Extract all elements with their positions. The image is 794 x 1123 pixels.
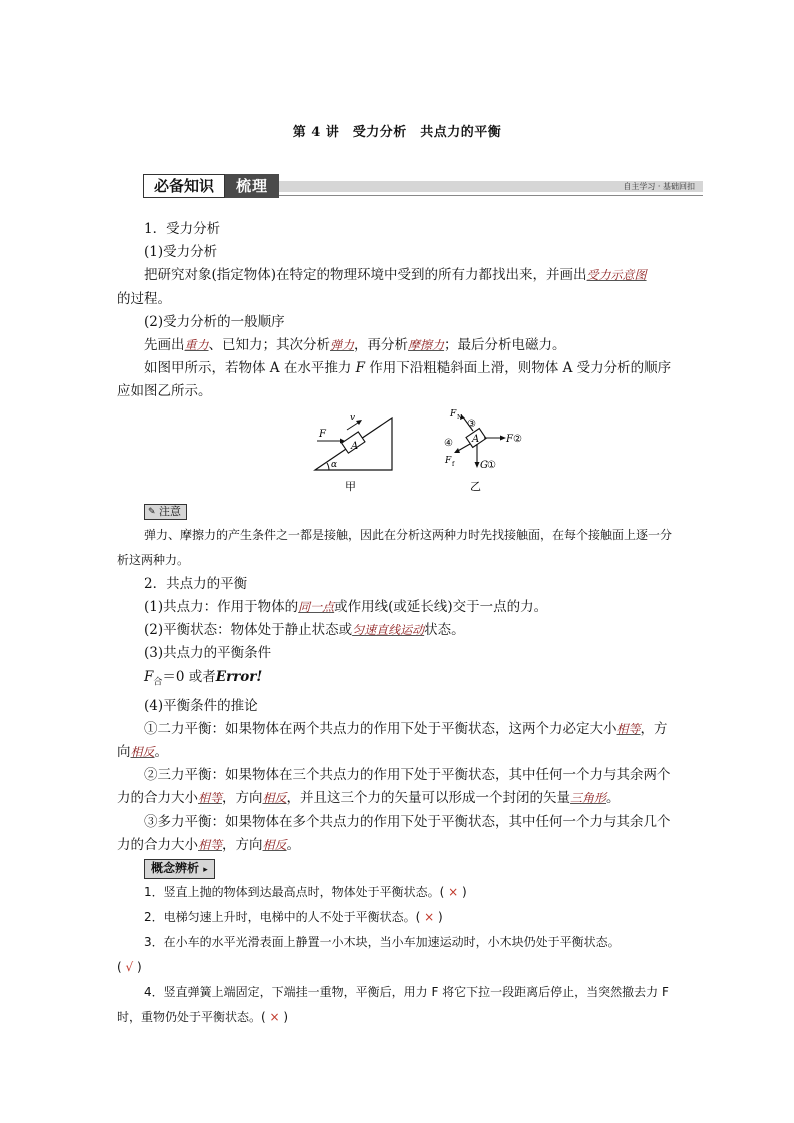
text: ，方向 <box>117 720 668 760</box>
text: 或作用线(或延长线)交于一点的力。 <box>334 599 548 616</box>
push-force-label: F <box>506 433 513 445</box>
answer-text: 相等 <box>616 721 641 736</box>
order-number: ② <box>513 433 522 445</box>
question-text: 2．电梯匀速上升时，电梯中的人不处于平衡状态。( <box>144 910 421 925</box>
text: 如图甲所示，若物体 A 在水平推力 <box>144 360 356 377</box>
subheading: (1)受力分析 <box>144 244 218 261</box>
text: 。 <box>154 743 169 760</box>
banner-tag: 自主学习 · 基础回扣 <box>623 182 695 191</box>
text: ；最后分析电磁力。 <box>444 337 566 354</box>
flag-icon: ▸ <box>203 864 208 875</box>
answer-text: 重力 <box>184 338 209 353</box>
text: ，方向 <box>222 790 263 807</box>
arrowhead <box>356 420 362 425</box>
judgment-item <box>117 980 679 1030</box>
judgment-item <box>117 880 679 905</box>
note-label-text: 注意 <box>159 504 181 518</box>
main-content <box>117 218 679 1030</box>
paragraph <box>117 264 679 310</box>
subscript: 合 <box>153 677 163 688</box>
velocity-label: v <box>350 412 356 423</box>
figure-caption-left: 甲 <box>345 479 356 493</box>
text: (1)共点力：作用于物体的 <box>144 599 299 616</box>
note-label <box>144 504 187 520</box>
friction-force-label: F <box>445 455 452 466</box>
friction-force-subscript: f <box>452 460 455 468</box>
cross-mark: × <box>424 910 435 925</box>
equilibrium-formula <box>117 666 679 695</box>
question-text: 4．竖直弹簧上端固定，下端挂一重物，平衡后，用力 F 将它下拉一段距离后停止，当突然撤去力 F 时，重物仍处于平衡状态。( <box>117 985 669 1025</box>
arrowhead <box>475 462 480 468</box>
text: ，并且这三个力的矢量可以形成一个封闭的矢量 <box>286 790 571 807</box>
subheading: (3)共点力的平衡条件 <box>144 645 272 662</box>
text: 。 <box>606 790 620 807</box>
block-label: A <box>472 433 480 445</box>
note-text: 弹力、摩擦力的产生条件之一都是接触，因此在分析这两种力时先找接触面，在每个接触面上逐一分析这两种力。 <box>117 527 673 567</box>
text: ，再分析 <box>354 337 409 354</box>
paren: ) <box>137 960 142 975</box>
text: (2)平衡状态：物体处于静止状态或 <box>144 622 353 639</box>
question-text: 1．竖直上抛的物体到达最高点时，物体处于平衡状态。( <box>144 885 445 900</box>
text: 、已知力；其次分析 <box>208 337 331 354</box>
symbol-F: F <box>355 360 365 377</box>
order-number: ① <box>487 459 496 471</box>
judgment-item-answer <box>117 955 679 980</box>
cross-mark: × <box>269 1010 280 1025</box>
text: ②三力平衡：如果物体在三个共点力的作用下处于平衡状态，其中任何一个力与其余两个力的合力大小 <box>117 767 671 807</box>
concept-block <box>117 857 679 880</box>
angle-arc <box>327 463 329 470</box>
judgment-item <box>117 905 679 930</box>
normal-force-subscript: N <box>457 413 463 421</box>
answer-text: 同一点 <box>298 600 335 615</box>
cross-mark: × <box>448 885 459 900</box>
note-block <box>117 500 679 523</box>
text: 作用下沿粗糙斜面上滑，则物体 A 受力分析的顺序应如图乙所示。 <box>117 360 672 400</box>
paragraph <box>117 334 679 357</box>
gravity-label: G <box>480 459 488 471</box>
text: ＝0 或者 <box>162 668 216 685</box>
paren: ) <box>462 885 467 900</box>
concept-label <box>144 859 215 879</box>
paragraph <box>117 811 679 857</box>
paragraph <box>117 619 679 642</box>
concept-label-text: 概念辨析 <box>151 860 200 875</box>
figure-caption-right: 乙 <box>470 479 481 493</box>
order-number: ③ <box>467 418 476 430</box>
answer-text: 相反 <box>262 837 287 852</box>
answer-text: 相等 <box>198 837 223 852</box>
paragraph <box>117 764 679 810</box>
paragraph <box>117 357 679 403</box>
section-banner <box>143 174 703 198</box>
pencil-icon: ✎ <box>148 506 156 517</box>
question-text: 3．在小车的水平光滑表面上静置一小木块，当小车加速运动时，小木块仍处于平衡状态。 <box>144 935 620 950</box>
banner-label: 必备知识 <box>143 174 225 198</box>
judgment-item <box>117 930 679 955</box>
free-body-diagram <box>432 408 522 494</box>
answer-text: 受力示意图 <box>586 268 647 283</box>
section-heading: 1．受力分析 <box>144 221 221 237</box>
answer-text: 三角形 <box>570 791 607 806</box>
angle-label: α <box>331 459 338 470</box>
paragraph <box>117 718 679 764</box>
answer-text: 相反 <box>262 791 287 806</box>
answer-text: 弹力 <box>330 338 355 353</box>
subheading: (2)受力分析的一般顺序 <box>144 313 285 330</box>
incline-diagram <box>307 408 397 494</box>
banner-label-highlight: 梳理 <box>225 174 279 198</box>
page-title: 第 4 讲 受力分析 共点力的平衡 <box>292 125 502 140</box>
text: 先画出 <box>144 337 185 354</box>
error-text: Error! <box>215 668 263 685</box>
answer-text: 匀速直线运动 <box>352 623 425 638</box>
text: ①二力平衡：如果物体在两个共点力的作用下处于平衡状态，这两个力必定大小 <box>144 720 617 737</box>
text: ，方向 <box>222 836 263 853</box>
text: 状态。 <box>424 622 465 639</box>
answer-text: 相等 <box>198 791 223 806</box>
check-mark: √ <box>125 960 134 975</box>
section-heading: 2．共点力的平衡 <box>144 575 248 592</box>
text: ③多力平衡：如果物体在多个共点力的作用下处于平衡状态，其中任何一个力与其余几个力的合力大小 <box>117 813 671 853</box>
answer-text: 相反 <box>130 744 155 759</box>
push-force-label: F <box>319 428 326 440</box>
paragraph <box>117 596 679 619</box>
block-label: A <box>351 440 359 452</box>
text: 的过程。 <box>117 290 171 307</box>
force-figure <box>117 408 679 494</box>
paren: ) <box>438 910 443 925</box>
symbol-F: F <box>144 668 154 685</box>
paren: ) <box>283 1010 289 1025</box>
banner-underline <box>279 195 703 196</box>
text: 。 <box>286 836 301 853</box>
text: 把研究对象(指定物体)在特定的物理环境中受到的所有力都找出来，并画出 <box>144 267 587 284</box>
normal-force-label: F <box>450 408 457 419</box>
paren: ( <box>117 960 122 975</box>
subheading: (4)平衡条件的推论 <box>144 697 258 714</box>
answer-text: 摩擦力 <box>408 338 445 353</box>
order-number: ④ <box>444 437 453 449</box>
